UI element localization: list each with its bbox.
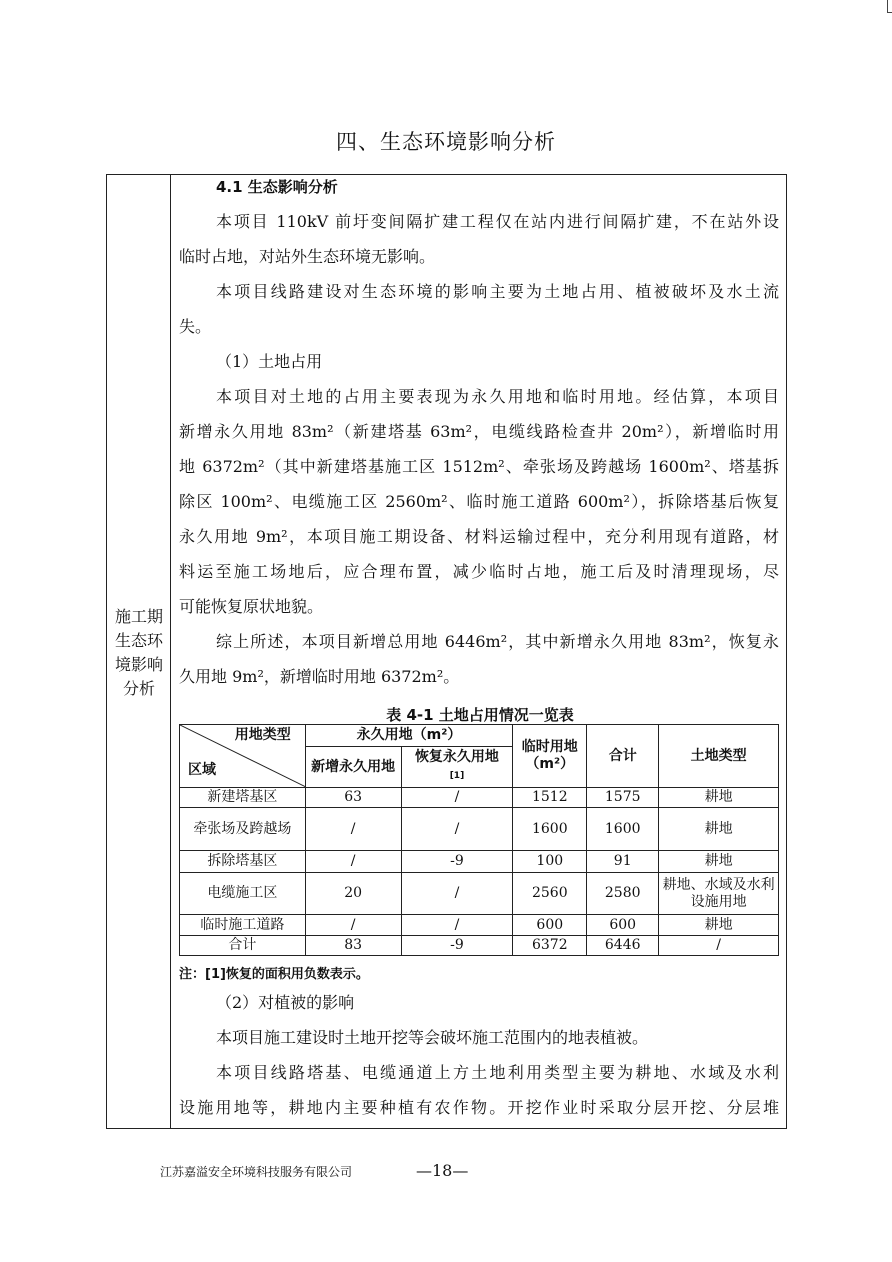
cell-temporary: 1600 — [513, 808, 587, 851]
cell-total: 1600 — [587, 808, 659, 851]
cell-restored-permanent: -9 — [401, 851, 513, 873]
cell-land-type: 耕地、水域及水利设施用地 — [659, 873, 779, 915]
cell-restored-permanent: / — [401, 788, 513, 808]
header-permanent: 永久用地（m²） — [305, 725, 513, 747]
subsection-heading: （1）土地占用 — [216, 352, 323, 371]
cell-area: 合计 — [180, 936, 306, 956]
cell-total: 2580 — [587, 873, 659, 915]
table-row — [180, 788, 779, 808]
paragraph-line: 除区 100m²、电缆施工区 2560m²、临时施工道路 600m²），拆除塔基后恢复 — [179, 492, 779, 511]
cell-temporary: 600 — [513, 915, 587, 936]
analysis-frame — [106, 174, 787, 1129]
left-column — [107, 175, 171, 1128]
header-land-type-label: 用地类型 — [234, 727, 291, 743]
cell-new-permanent: 83 — [305, 936, 401, 956]
cell-area: 电缆施工区 — [180, 873, 306, 915]
paragraph-line: 本项目线路塔基、电缆通道上方土地利用类型主要为耕地、水域及水利 — [216, 1063, 779, 1082]
paragraph-line: 本项目对土地的占用主要表现为永久用地和临时用地。经估算，本项目 — [216, 387, 779, 406]
table-row — [180, 873, 779, 915]
paragraph-line: 新增永久用地 83m²（新建塔基 63m²，电缆线路检查井 20m²），新增临时用 — [179, 422, 779, 441]
header-land-category: 土地类型 — [659, 725, 779, 788]
paragraph-line: 综上所述，本项目新增总用地 6446m²，其中新增永久用地 83m²，恢复永 — [216, 632, 779, 651]
cell-total: 1575 — [587, 788, 659, 808]
corner-mark — [887, 0, 892, 13]
cell-land-type: 耕地 — [659, 808, 779, 851]
paragraph-line: 料运至施工场地后，应合理布置，减少临时占地，施工后及时清理现场，尽 — [179, 562, 779, 581]
left-column-label — [107, 605, 171, 701]
footer-company: 江苏嘉溢安全环境科技服务有限公司 — [160, 1165, 353, 1179]
cell-area: 临时施工道路 — [180, 915, 306, 936]
cell-area: 拆除塔基区 — [180, 851, 306, 873]
diagonal-header-cell — [180, 725, 306, 788]
cell-new-permanent: 20 — [305, 873, 401, 915]
cell-temporary: 1512 — [513, 788, 587, 808]
table-note: 注：[1]恢复的面积用负数表示。 — [179, 967, 369, 982]
paragraph-line: 本项目线路建设对生态环境的影响主要为土地占用、植被破坏及水土流 — [216, 282, 779, 301]
land-use-table — [179, 724, 779, 956]
cell-total: 600 — [587, 915, 659, 936]
paragraph-line: 失。 — [179, 317, 212, 336]
cell-new-permanent: / — [305, 808, 401, 851]
table-row-total — [180, 936, 779, 956]
cell-restored-permanent: / — [401, 873, 513, 915]
header-restored-permanent — [401, 747, 513, 788]
header-area-label: 区域 — [188, 762, 216, 778]
left-label-line: 施工期 — [114, 607, 163, 626]
page-number: —18— — [416, 1161, 469, 1180]
table-row — [180, 851, 779, 873]
cell-total: 91 — [587, 851, 659, 873]
subsection-heading: （2）对植被的影响 — [216, 993, 355, 1012]
cell-area: 新建塔基区 — [180, 788, 306, 808]
table-row — [180, 808, 779, 851]
left-label-line: 分析 — [122, 679, 155, 698]
cell-restored-permanent: / — [401, 808, 513, 851]
cell-area: 牵张场及跨越场 — [180, 808, 306, 851]
cell-total: 6446 — [587, 936, 659, 956]
cell-land-type: 耕地 — [659, 788, 779, 808]
cell-temporary: 2560 — [513, 873, 587, 915]
footnote-ref: [1] — [449, 771, 465, 782]
cell-land-type: 耕地 — [659, 851, 779, 873]
cell-new-permanent: / — [305, 915, 401, 936]
header-restored-text: 恢复永久用地 — [414, 749, 499, 766]
paragraph-line: 设施用地等，耕地内主要种植有农作物。开挖作业时采取分层开挖、分层堆 — [179, 1098, 779, 1117]
cell-temporary: 6372 — [513, 936, 587, 956]
page-title: 四、生态环境影响分析 — [336, 130, 556, 154]
table-row — [180, 915, 779, 936]
paragraph-line: 可能恢复原状地貌。 — [179, 597, 324, 616]
table-caption: 表 4-1 土地占用情况一览表 — [386, 706, 574, 724]
cell-temporary: 100 — [513, 851, 587, 873]
paragraph-line: 本项目 110kV 前圩变间隔扩建工程仅在站内进行间隔扩建，不在站外设 — [216, 212, 779, 231]
left-label-line: 生态环 — [114, 631, 163, 650]
section-heading: 4.1 生态影响分析 — [216, 178, 338, 196]
cell-new-permanent: 63 — [305, 788, 401, 808]
left-label-line: 境影响 — [114, 655, 163, 674]
cell-restored-permanent: -9 — [401, 936, 513, 956]
paragraph-line: 永久用地 9m²，本项目施工期设备、材料运输过程中，充分利用现有道路，材 — [179, 527, 779, 546]
paragraph-line: 地 6372m²（其中新建塔基施工区 1512m²、牵张场及跨越场 1600m²、塔基拆 — [179, 457, 779, 476]
header-temporary: 临时用地（m²） — [513, 725, 587, 788]
header-total: 合计 — [587, 725, 659, 788]
paragraph-line: 临时占地，对站外生态环境无影响。 — [179, 247, 436, 266]
cell-new-permanent: / — [305, 851, 401, 873]
paragraph-line: 久用地 9m²，新增临时用地 6372m²。 — [179, 667, 460, 686]
header-new-permanent: 新增永久用地 — [305, 747, 401, 788]
cell-land-type: / — [659, 936, 779, 956]
cell-land-type: 耕地 — [659, 915, 779, 936]
paragraph-line: 本项目施工建设时土地开挖等会破坏施工范围内的地表植被。 — [216, 1028, 649, 1047]
cell-restored-permanent: / — [401, 915, 513, 936]
